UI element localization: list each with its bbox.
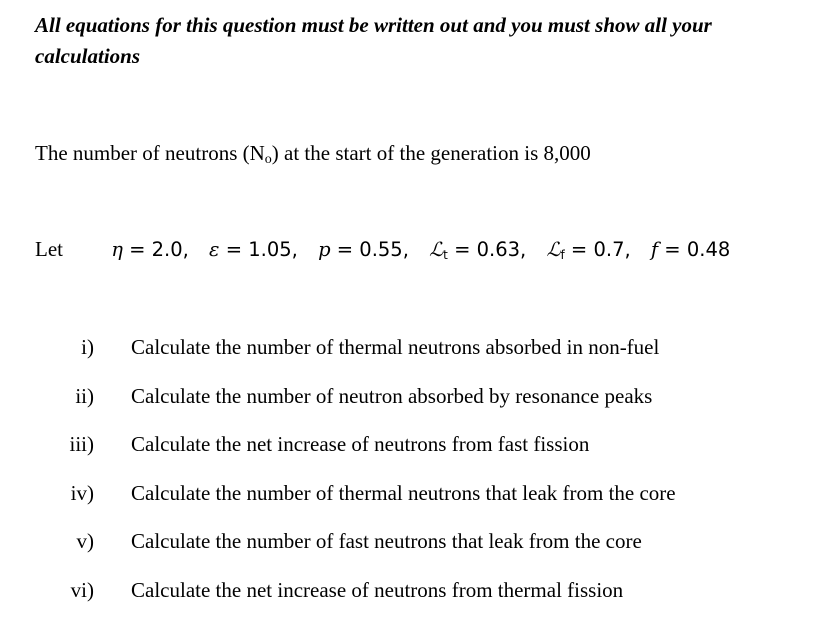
question-text: Calculate the net increase of neutrons from fast fission [131, 432, 590, 456]
question-number: iv) [70, 480, 94, 505]
param-eta [111, 238, 189, 261]
neutron-count-statement [35, 141, 591, 168]
instructions-text: All equations for this question must be written out and you must show all your calculations [35, 13, 712, 68]
param-f-value: = 0.48 [658, 238, 731, 261]
question-number: i) [81, 335, 94, 359]
param-lt-symbol: ℒ [429, 238, 444, 261]
parameters-row [35, 237, 744, 262]
question-text: Calculate the number of thermal neutrons that leak from the core [131, 480, 676, 505]
param-eta-symbol: η [111, 238, 123, 261]
question-text: Calculate the net increase of neutrons from thermal fission [131, 577, 624, 602]
question-text: Calculate the number of fast neutrons that leak from the core [131, 529, 642, 553]
param-f [651, 238, 730, 261]
let-label: Let [35, 237, 63, 261]
question-text: Calculate the number of thermal neutrons absorbed in non-fuel [131, 335, 660, 359]
question-number: ii) [75, 383, 94, 408]
intro-text-after: ) at the start of the generation is 8,000 [271, 141, 591, 165]
param-epsilon-symbol: ε [209, 238, 220, 261]
param-f-symbol: f [650, 238, 659, 261]
param-lt-subscript: t [443, 248, 448, 262]
question-number: v) [76, 529, 94, 553]
param-eta-value: = 2.0, [122, 238, 189, 261]
param-lt-value: = 0.63, [447, 238, 527, 261]
list-item [0, 430, 813, 479]
intro-text-before: The number of neutrons (N [35, 141, 265, 165]
intro-subscript: o [264, 152, 272, 167]
param-p-value: = 0.55, [330, 238, 409, 261]
param-lf-value: = 0.7, [564, 238, 631, 261]
list-item [0, 527, 813, 576]
param-epsilon-value: = 1.05, [219, 238, 298, 261]
question-list [0, 333, 813, 624]
param-epsilon [209, 238, 298, 261]
question-number: iii) [69, 432, 94, 456]
list-item [0, 333, 813, 382]
param-lt [429, 238, 526, 261]
list-item [0, 576, 813, 625]
list-item [0, 382, 813, 431]
param-p [318, 238, 409, 261]
question-text: Calculate the number of neutron absorbed by resonance peaks [131, 383, 653, 408]
param-lf-subscript: f [560, 248, 565, 262]
question-number: vi) [70, 577, 94, 602]
param-p-symbol: p [318, 238, 331, 261]
param-lf-symbol: ℒ [546, 238, 561, 261]
parameter-list [105, 238, 744, 261]
list-item [0, 479, 813, 528]
param-lf [546, 238, 630, 261]
